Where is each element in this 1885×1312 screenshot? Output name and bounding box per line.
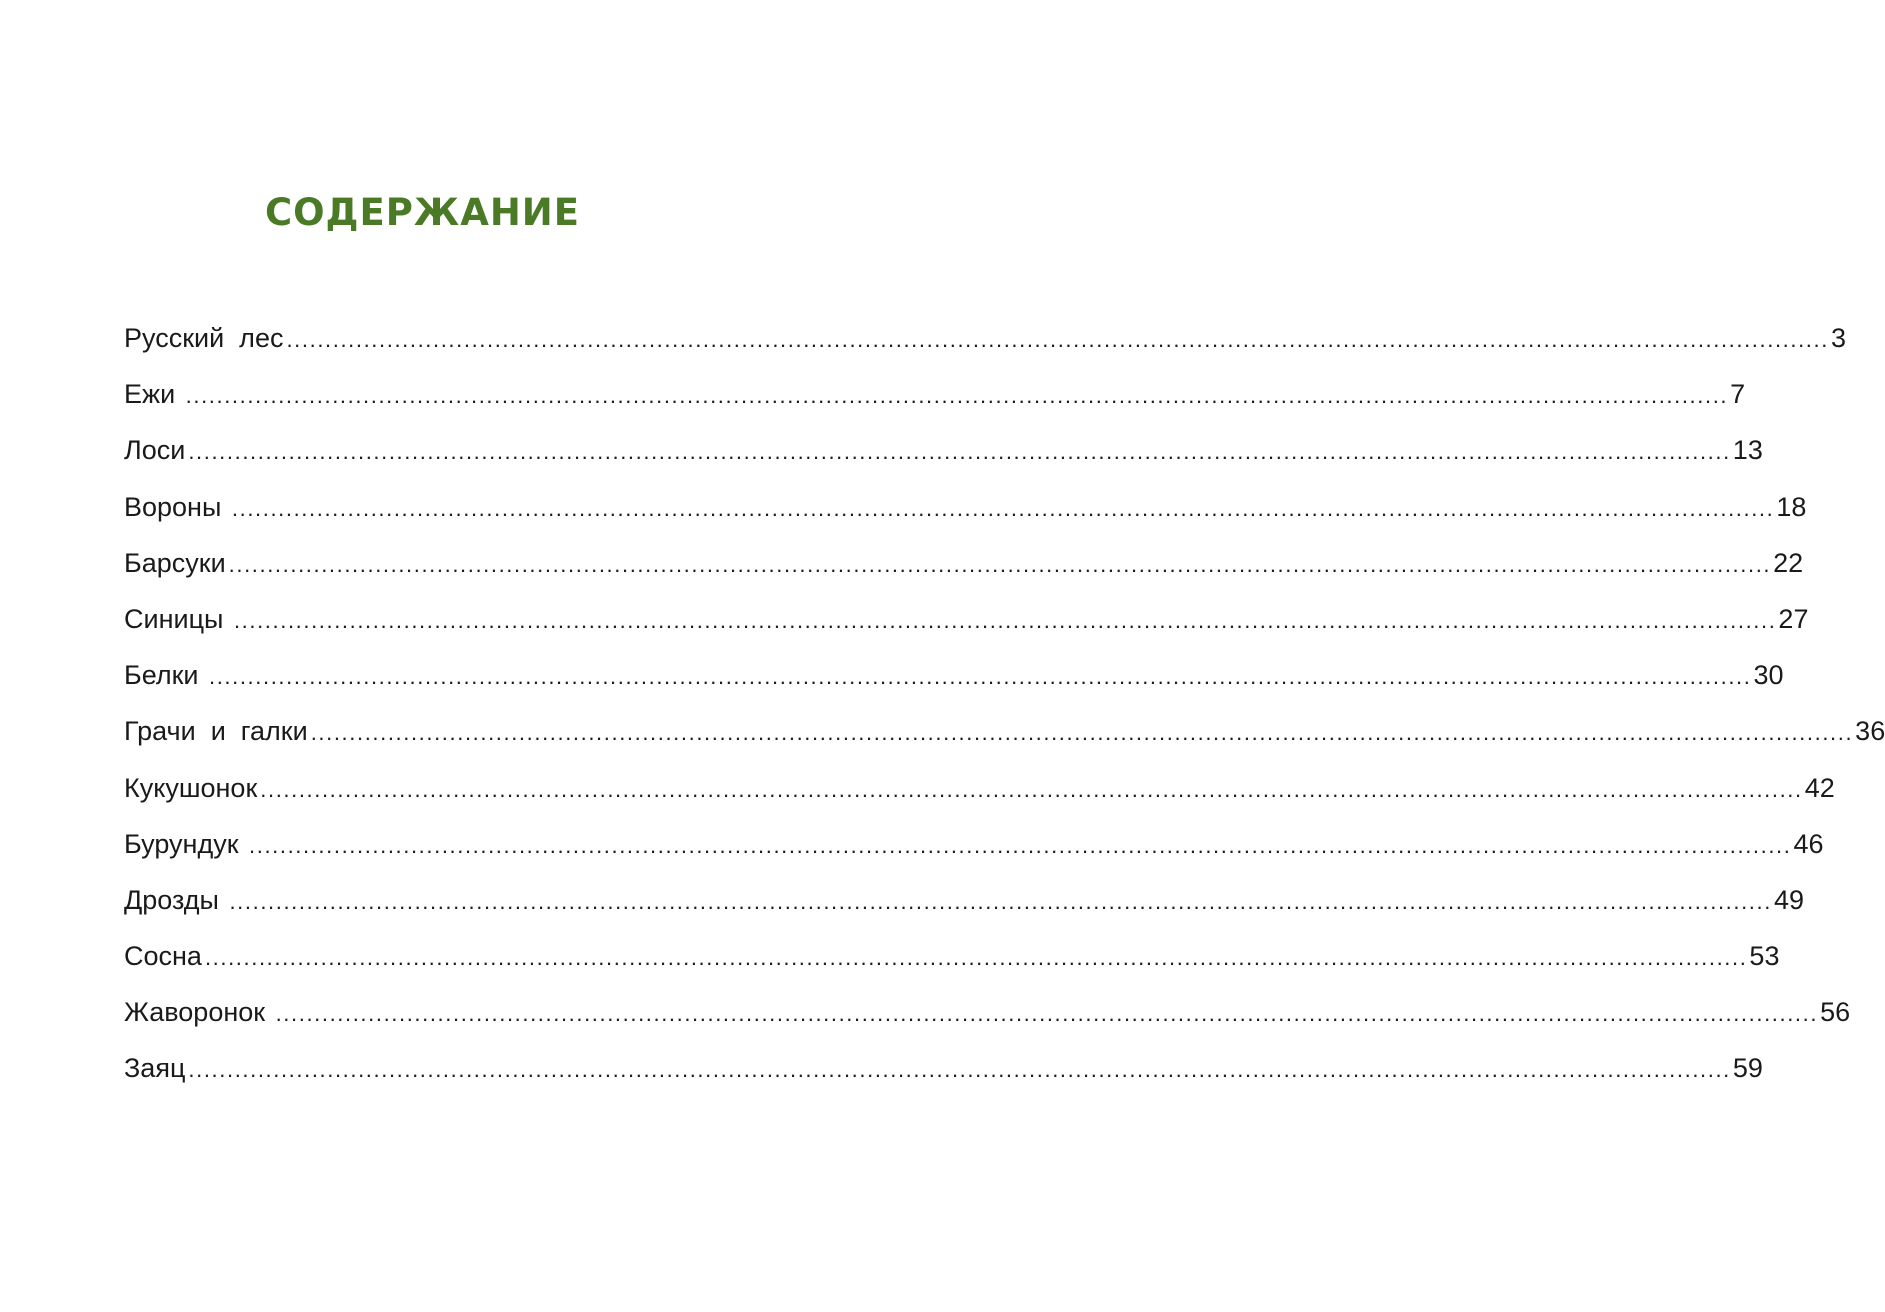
toc-entry-page: 49 <box>1773 884 1804 915</box>
toc-entry-title: Кукушонок <box>124 772 258 803</box>
toc-entry <box>124 491 1807 548</box>
page-title: СОДЕРЖАНИЕ <box>264 191 581 234</box>
toc-entry-page: 42 <box>1804 772 1835 803</box>
toc-entry-title: Сосна <box>124 941 202 972</box>
dot-leader: ........................................................................................................................................................................................................ <box>188 439 1731 465</box>
toc-entry-page: 46 <box>1793 828 1824 859</box>
toc-entry <box>124 379 1746 435</box>
toc-entry-page: 30 <box>1753 660 1784 691</box>
toc-entry <box>124 884 1804 941</box>
toc-entry-page: 13 <box>1732 435 1763 466</box>
toc-entry-page: 53 <box>1749 941 1780 972</box>
dot-leader: ........................................................................................................................................................................................................ <box>310 720 1854 746</box>
dot-leader: ........................................................................................................................................................................................................ <box>286 327 1829 352</box>
toc-entry-page: 18 <box>1776 491 1807 522</box>
dot-leader: ........................................................................................................................................................................................................ <box>249 832 1792 858</box>
dot-leader: ........................................................................................................................................................................................................ <box>260 776 1803 802</box>
toc-entry-title: Дрозды <box>124 884 227 915</box>
dot-leader: ........................................................................................................................................................................................................ <box>233 607 1777 633</box>
toc-entry <box>124 941 1780 997</box>
toc-entry <box>124 828 1824 885</box>
toc-entry-page: 36 <box>1855 716 1885 747</box>
toc-entry-title: Барсуки <box>124 547 226 578</box>
toc-entry-title: Синицы <box>124 603 231 634</box>
toc-entry-title: Бурундук <box>124 828 247 859</box>
dot-leader: ........................................................................................................................................................................................................ <box>204 945 1748 971</box>
toc-entry <box>124 660 1784 716</box>
dot-leader: ........................................................................................................................................................................................................ <box>209 664 1752 690</box>
toc-entry <box>124 772 1835 829</box>
table-of-contents <box>124 323 1885 1110</box>
toc-entry-title: Белки <box>124 660 206 691</box>
toc-entry-title: Жаворонок <box>124 997 273 1028</box>
toc-entry-title: Русский лес <box>124 323 284 353</box>
dot-leader: ........................................................................................................................................................................................................ <box>275 1001 1819 1027</box>
toc-entry-page: 3 <box>1830 323 1846 353</box>
toc-entry <box>124 997 1851 1053</box>
toc-entry-page: 56 <box>1820 997 1851 1028</box>
toc-entry-page: 7 <box>1730 379 1746 410</box>
dot-leader: ........................................................................................................................................................................................................ <box>231 495 1775 521</box>
dot-leader: ........................................................................................................................................................................................................ <box>188 1057 1731 1083</box>
dot-leader: ........................................................................................................................................................................................................ <box>229 888 1772 914</box>
toc-entry-page: 59 <box>1732 1053 1763 1084</box>
toc-entry-title: Грачи и галки <box>124 716 308 747</box>
toc-entry <box>124 1053 1763 1109</box>
toc-entry <box>124 435 1763 491</box>
toc-entry-page: 27 <box>1778 603 1809 634</box>
toc-entry <box>124 603 1809 660</box>
toc-entry <box>124 323 1846 379</box>
dot-leader: ........................................................................................................................................................................................................ <box>185 383 1729 409</box>
toc-entry <box>124 716 1885 772</box>
toc-entry-title: Заяц <box>124 1053 186 1084</box>
toc-entry <box>124 547 1804 604</box>
toc-entry-title: Вороны <box>124 491 229 522</box>
dot-leader: ........................................................................................................................................................................................................ <box>228 551 1772 577</box>
toc-entry-page: 22 <box>1773 547 1804 578</box>
toc-entry-title: Лоси <box>124 435 186 466</box>
toc-entry-title: Ежи <box>124 379 183 410</box>
